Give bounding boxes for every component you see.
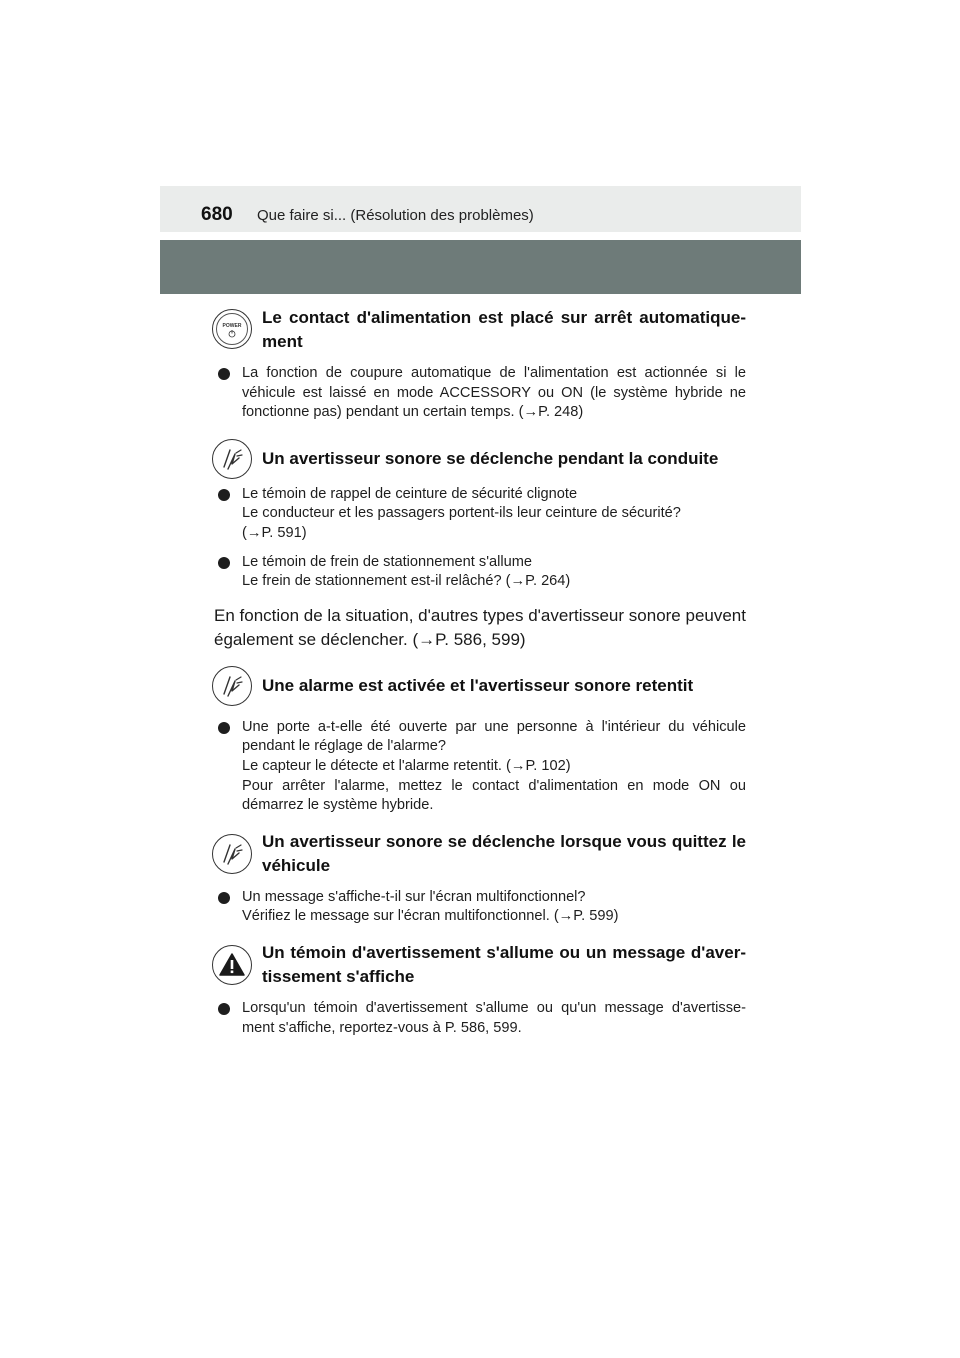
bullet-dot <box>218 368 230 380</box>
list-item <box>214 999 746 1038</box>
bullet-dot <box>218 489 230 501</box>
section-warning-light <box>214 941 746 1038</box>
bullet-text: Lorsqu'un témoin d'avertissement s'allume ou qu'un message d'avertisse-ment s'affiche, reportez-vous à P. 586, 599. <box>242 999 746 1036</box>
bullet-text: La fonction de coupure automatique de l'alimentation est actionnée si le véhicule est laissé en mode ACCESSORY ou ON (le système hybride ne fonctionne pas) pendant un certain temps. (→P. 248) <box>242 365 746 421</box>
list-item <box>214 553 746 592</box>
section-title: Un avertisseur sonore se déclenche lorsque vous quittez le véhicule <box>262 831 746 875</box>
section-heading <box>214 439 746 479</box>
body-paragraph: En fonction de la situation, d'autres types d'avertisseur sonore peuvent également se déclencher. (→P. 586, 599) <box>214 605 746 649</box>
bullet-dot <box>218 557 230 569</box>
bullet-text: (→P. 591) <box>242 524 307 541</box>
section-band <box>160 240 801 294</box>
section-alarm <box>214 666 746 816</box>
bullet-text: Le frein de stationnement est-il relâché? (→P. 264) <box>242 573 571 590</box>
list-item <box>214 718 746 816</box>
list-item <box>214 888 746 927</box>
page-number: 680 <box>201 204 233 225</box>
section-title: Le contact d'alimentation est placé sur arrêt automatique-ment <box>262 308 746 351</box>
section-heading <box>214 666 746 706</box>
power-label: POWER <box>222 323 242 329</box>
section-horn-leaving <box>214 830 746 927</box>
section-heading <box>214 306 746 354</box>
bullet-text: Le témoin de frein de stationnement s'allume <box>242 553 532 570</box>
bullet-text: Pour arrêter l'alarme, mettez le contact d'alimentation en mode ON ou démarrez le système hybride. <box>242 777 746 814</box>
bullet-text: Vérifiez le message sur l'écran multifonctionnel. (→P. 599) <box>242 908 619 925</box>
header-title: Que faire si... (Résolution des problèmes) <box>257 207 534 224</box>
bullet-text: Une porte a-t-elle été ouverte par une personne à l'intérieur du véhicule pendant le réglage de l'alarme? <box>242 718 746 755</box>
bullet-text: Un message s'affiche-t-il sur l'écran multifonctionnel? <box>242 888 586 905</box>
section-title: Une alarme est activée et l'avertisseur sonore retentit <box>262 675 694 695</box>
section-heading <box>214 941 746 989</box>
bullet-text: Le témoin de rappel de ceinture de sécurité clignote <box>242 485 578 502</box>
bullet-text: Le conducteur et les passagers portent-ils leur ceinture de sécurité? <box>242 505 681 522</box>
sound-horn-icon <box>212 834 252 874</box>
bullet-dot <box>218 892 230 904</box>
power-button-icon <box>212 309 252 349</box>
list-item <box>214 485 746 544</box>
content <box>214 306 746 1038</box>
section-heading <box>214 830 746 878</box>
section-title: Un avertisseur sonore se déclenche pendant la conduite <box>262 448 719 468</box>
bullet-dot <box>218 1003 230 1015</box>
sound-horn-icon <box>212 666 252 706</box>
section-title: Un témoin d'avertissement s'allume ou un message d'aver-tissement s'affiche <box>262 942 746 986</box>
section-auto-power-off <box>214 306 746 423</box>
section-horn-driving <box>214 439 746 652</box>
sound-horn-icon <box>212 439 252 479</box>
bullet-dot <box>218 722 230 734</box>
warning-triangle-icon <box>212 945 252 985</box>
list-item <box>214 364 746 423</box>
bullet-text: Le capteur le détecte et l'alarme retentit. (→P. 102) <box>242 757 571 774</box>
